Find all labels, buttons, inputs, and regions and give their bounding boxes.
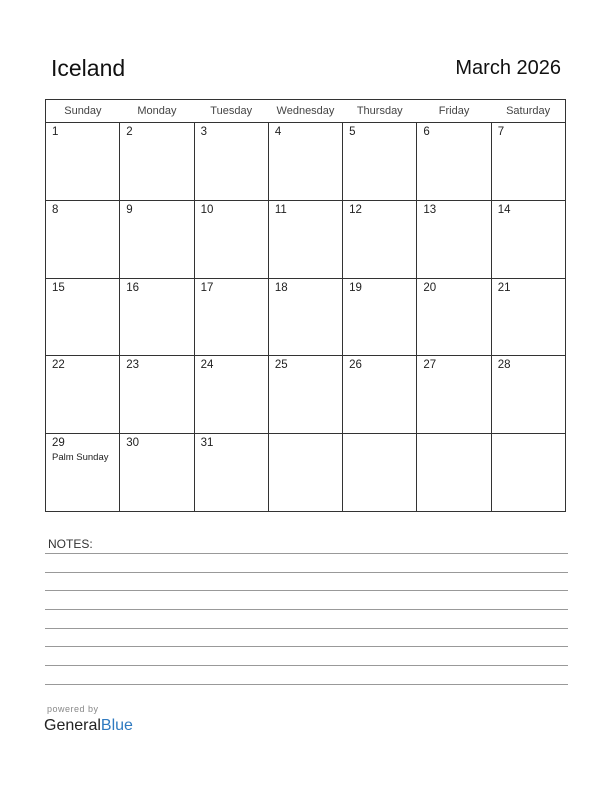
weekday-monday: Monday	[120, 100, 194, 123]
day-cell	[268, 123, 342, 201]
day-number: 28	[497, 359, 511, 372]
day-cell	[268, 434, 342, 512]
week-row	[46, 356, 566, 434]
day-number: 25	[274, 359, 288, 372]
day-cell	[417, 356, 491, 434]
day-cell	[343, 278, 417, 356]
day-cell	[417, 434, 491, 512]
day-number: 19	[349, 281, 362, 294]
day-cell	[417, 123, 491, 201]
day-cell	[120, 278, 194, 356]
day-cell	[194, 278, 268, 356]
holiday-label: Palm Sunday	[52, 452, 109, 464]
day-cell	[343, 123, 417, 201]
day-cell	[194, 356, 268, 434]
note-line	[45, 684, 568, 685]
day-number: 10	[200, 203, 214, 216]
day-cell	[46, 434, 120, 512]
day-number: 26	[349, 359, 362, 372]
day-cell	[194, 123, 268, 201]
week-row	[46, 278, 566, 356]
day-number: 17	[200, 281, 214, 294]
note-line	[45, 553, 568, 554]
day-cell	[46, 278, 120, 356]
week-row	[46, 200, 566, 278]
day-number: 6	[423, 126, 430, 138]
weekday-wednesday: Wednesday	[268, 100, 342, 123]
day-cell	[194, 434, 268, 512]
brand-general: General	[44, 717, 101, 734]
day-number: 12	[349, 203, 362, 216]
day-number: 16	[126, 281, 140, 294]
note-line	[45, 665, 568, 666]
day-cell	[46, 200, 120, 278]
day-number: 5	[349, 126, 356, 138]
day-cell	[343, 356, 417, 434]
week-row	[46, 434, 566, 512]
day-number: 22	[52, 359, 65, 372]
note-line	[45, 572, 568, 573]
day-cell	[268, 356, 342, 434]
day-cell	[268, 200, 342, 278]
day-cell	[417, 278, 491, 356]
day-number: 15	[52, 281, 65, 294]
day-number: 2	[126, 126, 133, 138]
weekday-thursday: Thursday	[343, 100, 417, 123]
weekday-header-row	[46, 100, 566, 123]
weekday-tuesday: Tuesday	[194, 100, 268, 123]
calendar-grid	[45, 99, 566, 512]
day-number: 24	[200, 359, 214, 372]
country-title: Iceland	[51, 55, 126, 81]
day-number: 20	[423, 281, 437, 294]
day-cell	[343, 434, 417, 512]
weekday-friday: Friday	[417, 100, 491, 123]
weekday-sunday: Sunday	[46, 100, 120, 123]
notes-label: NOTES:	[48, 537, 93, 551]
day-cell	[491, 200, 565, 278]
day-number: 27	[423, 359, 437, 372]
day-number: 4	[274, 126, 282, 138]
day-number: 30	[126, 437, 140, 450]
day-number: 31	[200, 437, 214, 450]
month-year-title: March 2026	[455, 57, 561, 79]
day-cell	[194, 200, 268, 278]
day-number: 7	[497, 126, 505, 138]
day-cell	[120, 123, 194, 201]
day-cell	[491, 434, 565, 512]
day-cell	[120, 434, 194, 512]
day-number: 23	[126, 359, 140, 372]
day-number: 18	[274, 281, 288, 294]
brand-blue: Blue	[100, 717, 133, 734]
day-cell	[491, 356, 565, 434]
note-line	[45, 646, 568, 647]
day-number: 3	[200, 126, 207, 138]
day-cell	[343, 200, 417, 278]
note-line	[45, 628, 568, 629]
day-cell	[120, 356, 194, 434]
weekday-saturday: Saturday	[491, 100, 565, 123]
day-number: 14	[497, 203, 511, 216]
day-cell	[46, 123, 120, 201]
day-number: 11	[274, 203, 287, 216]
note-line	[45, 590, 568, 591]
day-number: 9	[126, 203, 133, 216]
day-cell	[120, 200, 194, 278]
day-cell	[46, 356, 120, 434]
note-line	[45, 609, 568, 610]
day-cell	[417, 200, 491, 278]
day-cell	[491, 123, 565, 201]
day-number: 8	[52, 203, 59, 216]
day-cell	[268, 278, 342, 356]
day-cell	[491, 278, 565, 356]
day-number: 13	[423, 203, 437, 216]
powered-by-text: powered by	[47, 704, 99, 714]
day-number: 1	[52, 126, 59, 138]
day-number: 21	[497, 281, 511, 294]
day-number: 29	[52, 437, 65, 450]
week-row	[46, 123, 566, 201]
brand-logo	[44, 717, 133, 735]
